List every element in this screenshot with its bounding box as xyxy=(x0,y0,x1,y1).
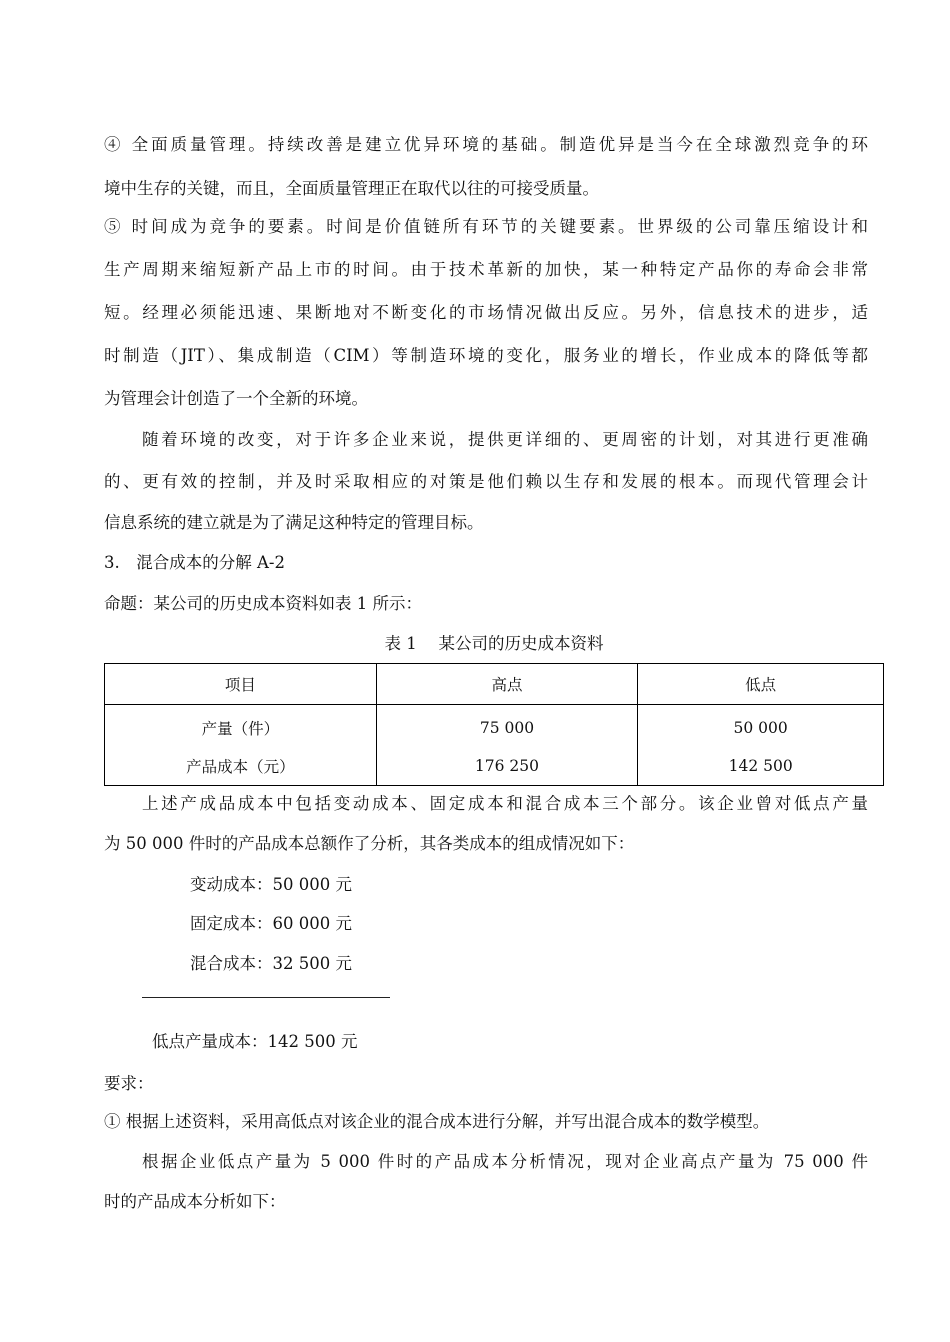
table-cell: 75 000 xyxy=(376,705,638,748)
paragraph-env-line1: 随着环境的改变，对于许多企业来说，提供更详细的、更周密的计划，对其进行更准确 xyxy=(142,430,868,449)
requirement-item-1: ① 根据上述资料，采用高低点对该企业的混合成本进行分解，并写出混合成本的数学模型。 xyxy=(104,1112,770,1131)
table-caption: 表 1 某公司的历史成本资料 xyxy=(384,634,604,653)
table-header-cell: 项目 xyxy=(105,664,377,705)
paragraph-time-line4: 时制造（JIT）、集成制造（CIM）等制造环境的变化，服务业的增长，作业成本的降低等都 xyxy=(104,346,868,365)
total-cost-line: 低点产量成本：142 500 元 xyxy=(152,1032,358,1051)
paragraph-time-line3: 短。经理必须能迅速、果断地对不断变化的市场情况做出反应。另外，信息技术的进步，适 xyxy=(104,303,868,322)
table-header-cell: 低点 xyxy=(638,664,884,705)
table-row xyxy=(105,747,884,786)
section-heading: 3. 混合成本的分解 A-2 xyxy=(104,553,285,572)
paragraph-time-line5: 为管理会计创造了一个全新的环境。 xyxy=(104,389,368,408)
table-cell: 产品成本（元） xyxy=(105,747,377,786)
table-cell: 176 250 xyxy=(376,747,638,786)
paragraph-env-line3: 信息系统的建立就是为了满足这种特定的管理目标。 xyxy=(104,513,484,532)
mixed-cost-line: 混合成本：32 500 元 xyxy=(190,954,352,973)
table-cell: 50 000 xyxy=(638,705,884,748)
table-header-cell: 高点 xyxy=(376,664,638,705)
table-header-row xyxy=(105,664,884,705)
paragraph-time-line2: 生产周期来缩短新产品上市的时间。由于技术革新的加快，某一种特定产品你的寿命会非常 xyxy=(104,260,868,279)
variable-cost-line: 变动成本：50 000 元 xyxy=(190,875,352,894)
paragraph-analysis-line2: 时的产品成本分析如下： xyxy=(104,1192,286,1211)
cost-table xyxy=(104,663,884,786)
table-cell: 产量（件） xyxy=(105,705,377,748)
paragraph-analysis-line1: 根据企业低点产量为 5 000 件时的产品成本分析情况，现对企业高点产量为 75 000 件 xyxy=(142,1152,868,1171)
paragraph-env-line2: 的、更有效的控制，并及时采取相应的对策是他们赖以生存和发展的根本。而现代管理会计 xyxy=(104,472,868,491)
requirement-label: 要求： xyxy=(104,1074,154,1093)
sum-divider-line xyxy=(142,997,390,998)
paragraph-tqm-line2: 境中生存的关键，而且，全面质量管理正在取代以往的可接受质量。 xyxy=(104,179,599,198)
table-cell: 142 500 xyxy=(638,747,884,786)
paragraph-tqm-line1: ④ 全面质量管理。持续改善是建立优异环境的基础。制造优异是当今在全球激烈竞争的环 xyxy=(104,135,868,154)
table-row xyxy=(105,705,884,748)
paragraph-desc-line1: 上述产成品成本中包括变动成本、固定成本和混合成本三个部分。该企业曾对低点产量 xyxy=(142,794,868,813)
proposition-text: 命题：某公司的历史成本资料如表 1 所示： xyxy=(104,594,422,613)
fixed-cost-line: 固定成本：60 000 元 xyxy=(190,914,352,933)
paragraph-desc-line2: 为 50 000 件时的产品成本总额作了分析，其各类成本的组成情况如下： xyxy=(104,834,635,853)
paragraph-time-line1: ⑤ 时间成为竞争的要素。时间是价值链所有环节的关键要素。世界级的公司靠压缩设计和 xyxy=(104,217,868,236)
